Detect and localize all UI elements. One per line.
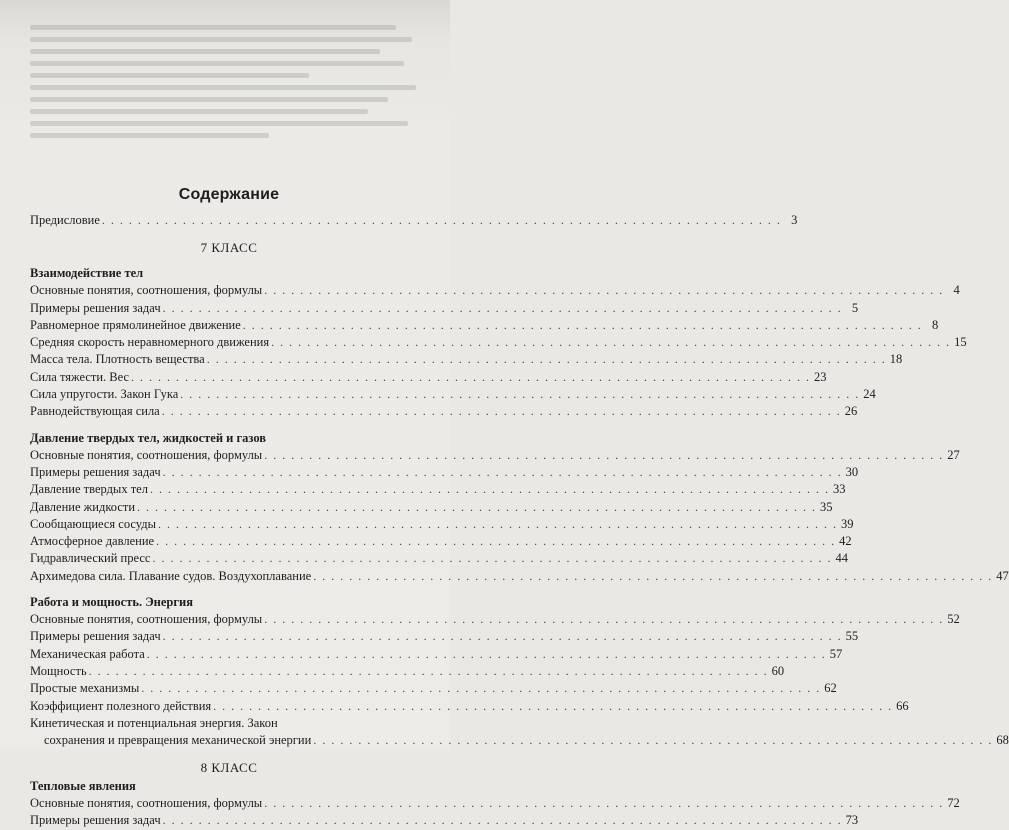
toc-entry [30, 533, 852, 550]
entry-title: Масса тела. Плотность вещества [30, 352, 205, 367]
entry-title: Примеры решения задач [30, 813, 161, 828]
toc-entry [30, 680, 837, 697]
entry-title: Основные понятия, соотношения, формулы [30, 612, 263, 627]
entry-page: 3 [791, 213, 798, 227]
leader-dots [163, 464, 843, 481]
toc-entry [30, 282, 960, 299]
entry-title: Архимедова сила. Плавание судов. Воздухоплавание [30, 568, 312, 583]
entry-page: 52 [947, 612, 960, 627]
entry-page: 4 [953, 283, 960, 298]
entry-title: Равнодействующая сила [30, 404, 160, 419]
leader-dots [207, 351, 887, 368]
toc-entry [30, 481, 846, 498]
entry-title: Примеры решения задач [30, 300, 161, 315]
toc-entry-continuation [30, 732, 1009, 749]
leader-dots [163, 812, 843, 829]
entry-title: Гидравлический пресс [30, 551, 151, 566]
entry-page: 18 [889, 352, 903, 367]
leader-dots [158, 516, 838, 533]
page-title: Содержание [178, 186, 280, 203]
toc-entry [30, 812, 859, 829]
entry-title: Примеры решения задач [30, 464, 161, 479]
entry-page: 27 [947, 447, 960, 462]
toc-entry [30, 369, 827, 386]
entry-page: 44 [835, 551, 848, 566]
toc-entry [30, 646, 843, 663]
entry-title-line1: Кинетическая и потенциальная энергия. Закон [30, 715, 278, 730]
leader-dots [89, 663, 769, 680]
leader-dots [264, 447, 944, 464]
leader-dots [313, 732, 993, 749]
toc-entry [30, 550, 848, 567]
toc-entry [30, 516, 854, 533]
leader-dots [163, 628, 843, 645]
toc-entry [30, 499, 833, 516]
entry-title: Основные понятия, соотношения, формулы [30, 283, 263, 298]
leader-dots [156, 533, 836, 550]
entry-page: 66 [896, 698, 909, 713]
toc-entry [30, 464, 859, 481]
entry-title: Сообщающиеся сосуды [30, 516, 157, 531]
leader-dots [180, 386, 860, 403]
toc-entry [30, 568, 1009, 585]
entry-title: Мощность [30, 663, 87, 678]
entry-page: 5 [851, 300, 859, 315]
leader-dots [213, 698, 893, 715]
entry-title-line2: сохранения и превращения механической энергии [44, 732, 312, 747]
leader-dots [147, 646, 827, 663]
entry-title: Атмосферное давление [30, 534, 155, 549]
section-heading: Взаимодействие тел [30, 266, 144, 281]
toc-entry [30, 447, 960, 464]
leader-dots [264, 795, 944, 812]
leader-dots [131, 369, 811, 386]
entry-title: Сила тяжести. Вес [30, 369, 130, 384]
entry-page: 42 [839, 534, 852, 549]
leader-dots [163, 300, 843, 317]
section-heading: Тепловые явления [30, 779, 136, 794]
entry-title: Коэффициент полезного действия [30, 698, 212, 713]
leader-dots [243, 317, 923, 334]
leader-dots [152, 550, 832, 567]
entry-page: 72 [947, 796, 960, 811]
leader-dots [264, 611, 944, 628]
entry-title: Примеры решения задач [30, 629, 161, 644]
entry-title: Основные понятия, соотношения, формулы [30, 796, 263, 811]
table-of-contents [30, 186, 1009, 830]
leader-dots [313, 568, 993, 585]
toc-entry [30, 795, 960, 812]
entry-page: 47 [996, 568, 1009, 583]
toc-entry [30, 317, 939, 334]
entry-page: 24 [863, 387, 876, 402]
toc-entry [30, 386, 876, 403]
entry-title: Давление твердых тел [30, 482, 148, 497]
entry-page: 60 [771, 663, 785, 678]
grade-heading: 8 КЛАСС [200, 760, 258, 776]
toc-entry [30, 698, 909, 715]
entry-title: Основные понятия, соотношения, формулы [30, 447, 263, 462]
entry-page: 33 [832, 482, 846, 497]
grade-heading: 7 КЛАСС [200, 240, 258, 256]
entry-page: 35 [820, 499, 833, 514]
toc-entry [30, 611, 960, 628]
toc-entry [30, 663, 785, 680]
entry-page: 26 [844, 404, 858, 419]
section-heading: Работа и мощность. Энергия [30, 595, 194, 610]
entry-page: 62 [824, 681, 837, 696]
toc-entry-multiline [30, 715, 1009, 749]
leader-dots [141, 680, 821, 697]
toc-entry [30, 300, 859, 317]
toc-entry [30, 351, 903, 368]
toc-entry-preface [30, 212, 798, 229]
leader-dots [150, 481, 830, 498]
leader-dots [271, 334, 951, 351]
entry-title: Давление жидкости [30, 499, 136, 514]
entry-title: Механическая работа [30, 646, 145, 661]
toc-entry [30, 628, 859, 645]
show-through-text [30, 18, 428, 168]
entry-title: Простые механизмы [30, 681, 140, 696]
leader-dots [137, 499, 817, 516]
entry-title: Предисловие [30, 213, 100, 227]
entry-title: Сила упругости. Закон Гука [30, 387, 179, 402]
entry-page: 68 [996, 732, 1009, 747]
entry-title: Средняя скорость неравномерного движения [30, 335, 270, 350]
entry-page: 30 [845, 464, 859, 479]
entry-page: 23 [814, 369, 827, 384]
entry-page: 55 [845, 629, 859, 644]
leader-dots [264, 282, 944, 299]
entry-title: Равномерное прямолинейное движение [30, 317, 241, 332]
entry-page: 39 [841, 516, 854, 531]
entry-page: 57 [829, 646, 843, 661]
entry-page: 8 [932, 317, 939, 332]
section-heading: Давление твердых тел, жидкостей и газов [30, 430, 267, 445]
entry-page: 15 [954, 335, 967, 350]
leader-dots [162, 403, 842, 420]
toc-entry [30, 334, 967, 351]
toc-entry [30, 403, 858, 420]
entry-page: 73 [845, 813, 859, 828]
leader-dots [102, 212, 782, 229]
